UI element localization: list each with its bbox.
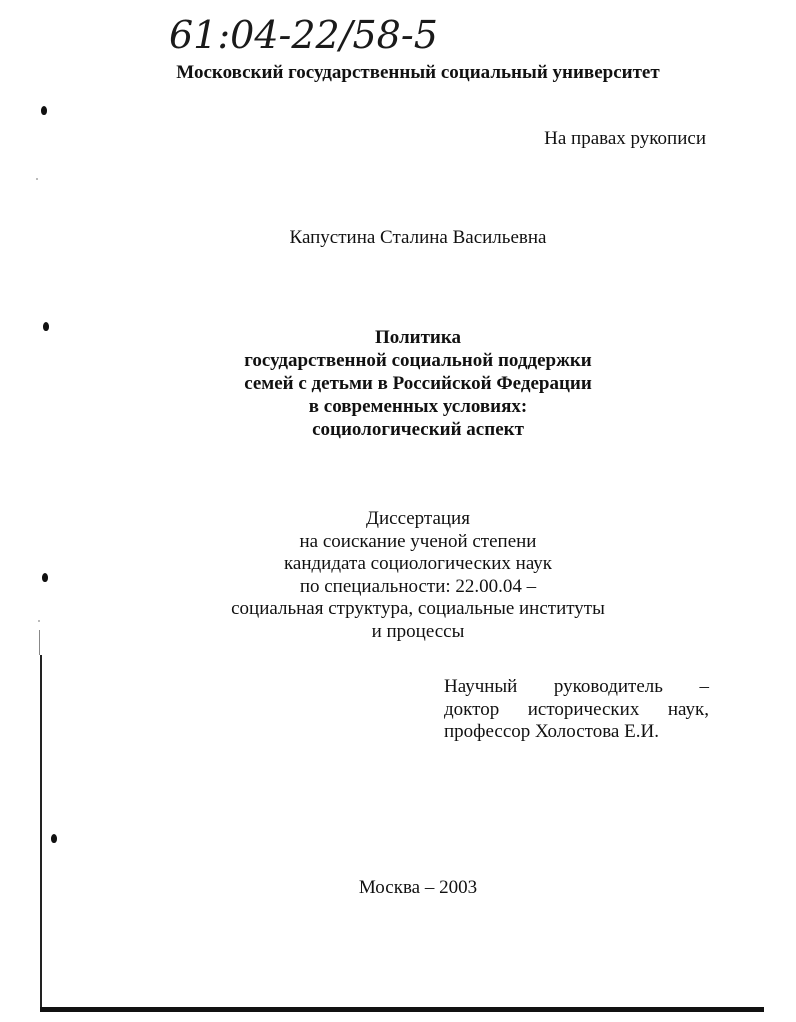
dissertation-info: [0, 508, 796, 643]
title-line: социологический аспект: [312, 419, 524, 440]
binding-hole-mark: [42, 573, 48, 582]
handwritten-archive-code: [165, 8, 475, 58]
supervisor-word: –: [699, 676, 709, 697]
supervisor-line-2: [444, 699, 709, 722]
title-line: государственной социальной поддержки: [244, 350, 592, 371]
binding-hole-mark: [43, 322, 49, 331]
scan-margin-rule: [40, 655, 42, 1010]
supervisor-word: руководитель: [553, 676, 663, 697]
supervisor-word: наук,: [667, 698, 709, 720]
dissertation-line: социальная структура, социальные институты: [231, 598, 605, 619]
supervisor-word: исторических: [527, 698, 640, 720]
dissertation-line: на соискание ученой степени: [299, 530, 537, 552]
title-line: семей с детьми в Российской Федерации: [244, 373, 592, 394]
university-name: Московский государственный социальный университет: [176, 62, 660, 83]
author-name: Капустина Сталина Васильевна: [289, 227, 547, 248]
dissertation-line: и процессы: [371, 620, 465, 642]
city-and-year: Москва – 2003: [358, 877, 478, 898]
binding-hole-mark: [51, 834, 57, 843]
scan-speck: [38, 620, 40, 622]
supervisor-line-3: профессор Холостова Е.И.: [444, 721, 659, 742]
dissertation-line: кандидата социологических наук: [283, 553, 553, 574]
scan-bottom-rule: [40, 1007, 764, 1012]
dissertation-title: [0, 326, 796, 441]
scan-margin-rule-faint: [39, 630, 40, 655]
dissertation-line: по специальности: 22.00.04 –: [299, 575, 537, 597]
scientific-supervisor: [444, 676, 709, 744]
supervisor-line-1: [444, 676, 709, 699]
dissertation-line: Диссертация: [366, 508, 470, 529]
binding-hole-mark: [41, 106, 47, 115]
scan-speck: [36, 178, 38, 180]
title-line: в современных условиях:: [308, 396, 528, 417]
handwritten-code-text: 61:04-22/58-5: [169, 13, 438, 57]
title-line: Политика: [374, 327, 462, 348]
manuscript-rights-note: На правах рукописи: [544, 128, 706, 149]
supervisor-word: Научный: [444, 676, 518, 697]
supervisor-word: доктор: [444, 698, 500, 720]
handwritten-code-drawing: [165, 8, 475, 58]
